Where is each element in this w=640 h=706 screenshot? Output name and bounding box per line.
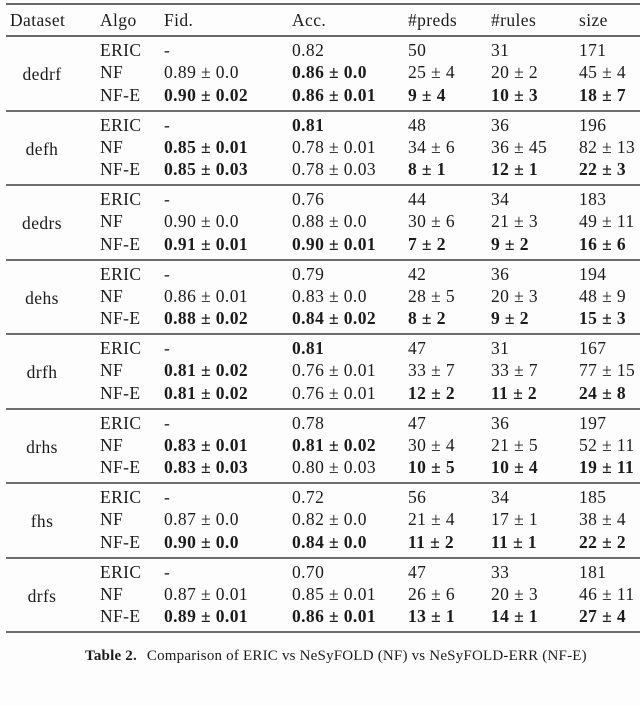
algo-name: ERIC xyxy=(100,412,142,433)
algo-name: NF-E xyxy=(100,159,141,179)
preds-value: 12 ± 2 xyxy=(408,382,456,403)
algo-name: NF-E xyxy=(100,84,141,105)
dataset-name: dehs xyxy=(25,287,59,308)
preds-value: 30 ± 4 xyxy=(408,434,456,455)
paper-table-page xyxy=(0,3,640,665)
size-value: 49 ± 11 xyxy=(579,211,635,232)
rules-value: 20 ± 3 xyxy=(491,285,539,306)
acc-value: 0.76 xyxy=(292,189,325,209)
fid-value: 0.81 ± 0.02 xyxy=(164,360,249,381)
algo-name: NF xyxy=(100,285,124,306)
preds-value: 11 ± 2 xyxy=(408,531,455,552)
size-value: 22 ± 3 xyxy=(579,159,627,179)
rules-value: 12 ± 1 xyxy=(491,159,539,179)
dataset-group-dehs xyxy=(6,260,640,335)
algo-name: NF xyxy=(100,583,124,604)
table-row xyxy=(6,111,640,136)
fid-value: 0.87 ± 0.01 xyxy=(164,583,249,604)
dataset-group-dedrf xyxy=(6,36,640,111)
table-row xyxy=(6,210,640,234)
preds-value: 28 ± 5 xyxy=(408,285,456,306)
size-value: 46 ± 11 xyxy=(579,583,635,604)
col-header-fid: Fid. xyxy=(164,9,194,30)
preds-value: 44 xyxy=(408,189,427,209)
size-value: 22 ± 2 xyxy=(579,531,627,552)
fid-value: 0.83 ± 0.01 xyxy=(164,434,249,455)
table-row xyxy=(6,383,640,409)
preds-value: 26 ± 6 xyxy=(408,583,456,604)
dataset-name: dedrf xyxy=(22,64,62,85)
table-row xyxy=(6,583,640,607)
table-row xyxy=(6,334,640,359)
size-value: 16 ± 6 xyxy=(579,233,627,254)
acc-value: 0.84 ± 0.0 xyxy=(292,531,367,552)
table-row xyxy=(6,136,640,160)
preds-value: 34 ± 6 xyxy=(408,136,456,157)
col-header-size: size xyxy=(579,9,608,30)
table-row xyxy=(6,532,640,558)
algo-name: NF xyxy=(100,62,124,83)
acc-value: 0.81 xyxy=(292,338,325,358)
dataset-name: defh xyxy=(25,138,59,159)
algo-name: ERIC xyxy=(100,338,142,358)
fid-value: 0.90 ± 0.0 xyxy=(164,531,239,552)
preds-value: 25 ± 4 xyxy=(408,62,456,83)
rules-value: 14 ± 1 xyxy=(491,606,539,626)
rules-value: 31 xyxy=(491,338,510,358)
table-row xyxy=(6,508,640,532)
preds-value: 10 ± 5 xyxy=(408,457,456,477)
size-value: 38 ± 4 xyxy=(579,509,627,530)
algo-name: NF-E xyxy=(100,531,141,552)
algo-name: NF-E xyxy=(100,308,141,328)
acc-value: 0.70 xyxy=(292,561,325,582)
rules-value: 11 ± 2 xyxy=(491,382,538,403)
table-row xyxy=(6,234,640,260)
table-caption xyxy=(85,648,640,665)
dataset-group-drfs xyxy=(6,558,640,633)
acc-value: 0.78 ± 0.01 xyxy=(292,136,377,157)
acc-value: 0.81 ± 0.02 xyxy=(292,434,377,455)
table-row xyxy=(6,36,640,61)
fid-value: 0.83 ± 0.03 xyxy=(164,457,249,477)
fid-value: 0.81 ± 0.02 xyxy=(164,382,249,403)
acc-value: 0.82 ± 0.0 xyxy=(292,509,367,530)
algo-name: ERIC xyxy=(100,189,142,209)
preds-value: 9 ± 4 xyxy=(408,84,446,105)
size-value: 15 ± 3 xyxy=(579,308,627,328)
acc-value: 0.84 ± 0.02 xyxy=(292,308,377,328)
fid-value: - xyxy=(164,114,171,135)
preds-value: 21 ± 4 xyxy=(408,509,456,530)
col-header-rules: #rules xyxy=(491,9,537,30)
table-row xyxy=(6,61,640,85)
algo-name: NF-E xyxy=(100,382,141,403)
table-row xyxy=(6,457,640,483)
size-value: 77 ± 15 xyxy=(579,360,636,381)
size-value: 181 xyxy=(579,561,607,582)
fid-value: 0.90 ± 0.0 xyxy=(164,211,239,232)
fid-value: - xyxy=(164,189,171,209)
table-row xyxy=(6,159,640,185)
size-value: 19 ± 11 xyxy=(579,457,635,477)
fid-value: 0.89 ± 0.01 xyxy=(164,606,249,626)
algo-name: NF xyxy=(100,360,124,381)
table-row xyxy=(6,285,640,309)
acc-value: 0.78 xyxy=(292,412,325,433)
size-value: 167 xyxy=(579,338,607,358)
acc-value: 0.86 ± 0.01 xyxy=(292,84,377,105)
dataset-name: drfs xyxy=(27,585,57,606)
algo-name: ERIC xyxy=(100,263,142,284)
table-row xyxy=(6,434,640,458)
preds-value: 47 xyxy=(408,412,427,433)
rules-value: 9 ± 2 xyxy=(491,308,529,328)
size-value: 185 xyxy=(579,487,607,507)
rules-value: 11 ± 1 xyxy=(491,531,538,552)
algo-name: ERIC xyxy=(100,40,142,60)
caption-label: Table 2. xyxy=(85,648,137,664)
fid-value: 0.91 ± 0.01 xyxy=(164,233,249,254)
dataset-group-drfh xyxy=(6,334,640,409)
preds-value: 8 ± 1 xyxy=(408,159,446,179)
rules-value: 36 xyxy=(491,114,510,135)
rules-value: 20 ± 2 xyxy=(491,62,539,83)
fid-value: 0.86 ± 0.01 xyxy=(164,285,249,306)
algo-name: NF-E xyxy=(100,606,141,626)
algo-name: ERIC xyxy=(100,114,142,135)
rules-value: 33 ± 7 xyxy=(491,360,539,381)
dataset-name: drhs xyxy=(26,436,58,457)
acc-value: 0.85 ± 0.01 xyxy=(292,583,377,604)
dataset-group-defh xyxy=(6,111,640,186)
rules-value: 21 ± 5 xyxy=(491,434,539,455)
fid-value: - xyxy=(164,263,171,284)
algo-name: NF xyxy=(100,211,124,232)
acc-value: 0.86 ± 0.01 xyxy=(292,606,377,626)
size-value: 82 ± 13 xyxy=(579,136,636,157)
preds-value: 50 xyxy=(408,40,427,60)
rules-value: 9 ± 2 xyxy=(491,233,529,254)
algo-name: NF xyxy=(100,434,124,455)
algo-name: NF-E xyxy=(100,457,141,477)
col-header-dataset: Dataset xyxy=(10,9,66,30)
caption-text: Comparison of ERIC vs NeSyFOLD (NF) vs NeSyFOLD-ERR (NF-E) xyxy=(146,648,587,664)
rules-value: 21 ± 3 xyxy=(491,211,539,232)
col-header-algo: Algo xyxy=(100,9,137,30)
rules-value: 36 xyxy=(491,263,510,284)
preds-value: 56 xyxy=(408,487,427,507)
fid-value: - xyxy=(164,487,171,507)
acc-value: 0.81 xyxy=(292,114,325,135)
size-value: 197 xyxy=(579,412,607,433)
acc-value: 0.82 xyxy=(292,40,325,60)
acc-value: 0.78 ± 0.03 xyxy=(292,159,377,179)
size-value: 52 ± 11 xyxy=(579,434,635,455)
rules-value: 20 ± 3 xyxy=(491,583,539,604)
size-value: 183 xyxy=(579,189,607,209)
acc-value: 0.90 ± 0.01 xyxy=(292,233,377,254)
preds-value: 8 ± 2 xyxy=(408,308,446,328)
algo-name: NF-E xyxy=(100,233,141,254)
table-row xyxy=(6,308,640,334)
dataset-group-fhs xyxy=(6,483,640,558)
preds-value: 47 xyxy=(408,561,427,582)
table-row xyxy=(6,409,640,434)
table-row xyxy=(6,558,640,583)
size-value: 171 xyxy=(579,40,607,60)
table-row xyxy=(6,483,640,508)
algo-name: ERIC xyxy=(100,487,142,507)
dataset-name: fhs xyxy=(30,511,54,532)
dataset-group-dedrs xyxy=(6,185,640,260)
fid-value: - xyxy=(164,561,171,582)
results-table xyxy=(6,3,640,633)
preds-value: 33 ± 7 xyxy=(408,360,456,381)
rules-value: 36 ± 45 xyxy=(491,136,548,157)
table-row xyxy=(6,185,640,210)
fid-value: 0.85 ± 0.01 xyxy=(164,136,249,157)
preds-value: 48 xyxy=(408,114,427,135)
table-row xyxy=(6,606,640,632)
acc-value: 0.76 ± 0.01 xyxy=(292,360,377,381)
rules-value: 10 ± 4 xyxy=(491,457,539,477)
rules-value: 33 xyxy=(491,561,510,582)
dataset-name: drfh xyxy=(26,362,58,383)
algo-name: NF xyxy=(100,136,124,157)
rules-value: 31 xyxy=(491,40,510,60)
size-value: 24 ± 8 xyxy=(579,382,627,403)
preds-value: 13 ± 1 xyxy=(408,606,456,626)
acc-value: 0.88 ± 0.0 xyxy=(292,211,367,232)
dataset-name: dedrs xyxy=(22,213,62,234)
rules-value: 36 xyxy=(491,412,510,433)
acc-value: 0.79 xyxy=(292,263,325,284)
fid-value: - xyxy=(164,40,171,60)
size-value: 196 xyxy=(579,114,607,135)
acc-value: 0.72 xyxy=(292,487,325,507)
rules-value: 10 ± 3 xyxy=(491,84,539,105)
algo-name: ERIC xyxy=(100,561,142,582)
col-header-preds: #preds xyxy=(408,9,458,30)
fid-value: 0.90 ± 0.02 xyxy=(164,84,249,105)
table-header xyxy=(6,4,640,36)
acc-value: 0.80 ± 0.03 xyxy=(292,457,377,477)
algo-name: NF xyxy=(100,509,124,530)
acc-value: 0.86 ± 0.0 xyxy=(292,62,367,83)
fid-value: - xyxy=(164,338,171,358)
dataset-group-drhs xyxy=(6,409,640,484)
header-row xyxy=(6,4,640,36)
table-row xyxy=(6,359,640,383)
size-value: 18 ± 7 xyxy=(579,84,627,105)
fid-value: - xyxy=(164,412,171,433)
size-value: 45 ± 4 xyxy=(579,62,627,83)
preds-value: 47 xyxy=(408,338,427,358)
acc-value: 0.76 ± 0.01 xyxy=(292,382,377,403)
col-header-acc: Acc. xyxy=(292,9,327,30)
rules-value: 34 xyxy=(491,189,510,209)
fid-value: 0.88 ± 0.02 xyxy=(164,308,249,328)
fid-value: 0.85 ± 0.03 xyxy=(164,159,249,179)
rules-value: 34 xyxy=(491,487,510,507)
table-row xyxy=(6,260,640,285)
acc-value: 0.83 ± 0.0 xyxy=(292,285,367,306)
size-value: 27 ± 4 xyxy=(579,606,627,626)
preds-value: 7 ± 2 xyxy=(408,233,446,254)
preds-value: 42 xyxy=(408,263,427,284)
size-value: 194 xyxy=(579,263,607,284)
fid-value: 0.89 ± 0.0 xyxy=(164,62,239,83)
rules-value: 17 ± 1 xyxy=(491,509,539,530)
preds-value: 30 ± 6 xyxy=(408,211,456,232)
size-value: 48 ± 9 xyxy=(579,285,627,306)
fid-value: 0.87 ± 0.0 xyxy=(164,509,239,530)
table-row xyxy=(6,85,640,111)
